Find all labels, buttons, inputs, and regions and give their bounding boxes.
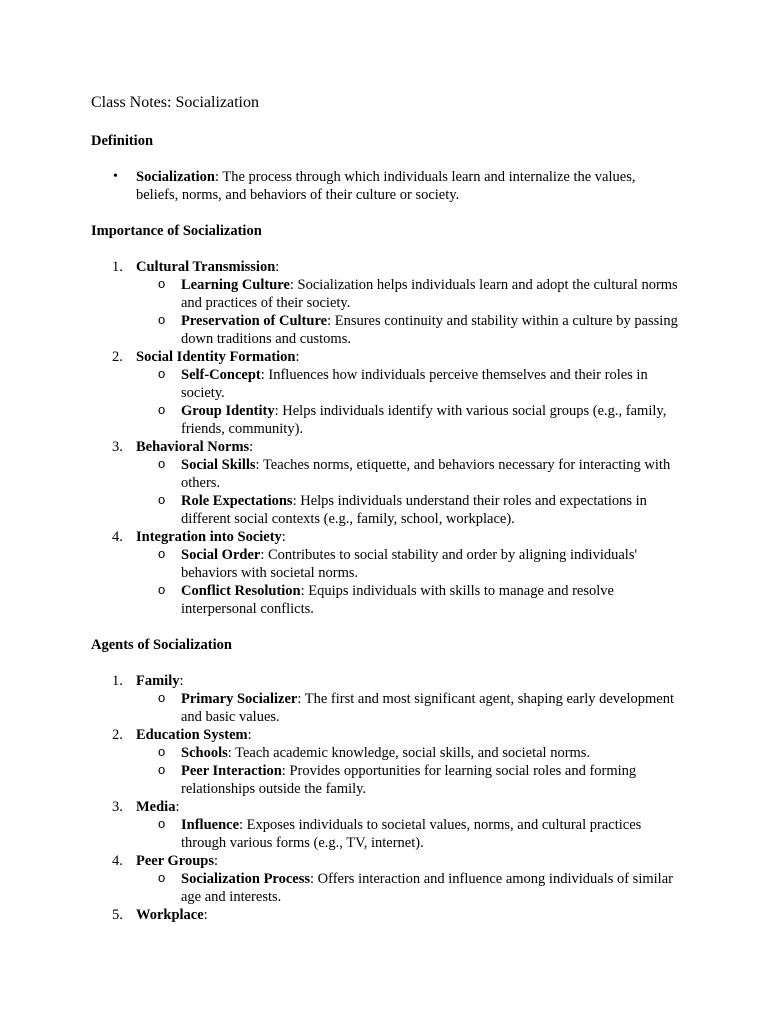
sub-item-text: : Ensures continuity and stability within a culture by passing down traditions and customs. [181,313,678,347]
item-number: 1. [112,673,123,689]
sub-item-text: : Exposes individuals to societal values, norms, and cultural practices through various forms (e.g., TV, internet). [181,817,642,851]
numbered-item [91,672,681,726]
item-term: Behavioral Norms [136,439,250,455]
sub-item-text: : Teaches norms, etiquette, and behaviors necessary for interacting with others. [181,457,671,491]
sub-item [136,690,681,726]
agents-list [91,672,681,924]
sub-item-text: : Equips individuals with skills to manage and resolve interpersonal conflicts. [181,583,614,617]
sub-bullet-marker: o [158,690,166,705]
item-term: Family [136,673,180,689]
sub-item-text: : Contributes to social stability and order by aligning individuals' behaviors with societal norms. [181,547,638,581]
item-number: 3. [112,799,123,815]
sub-item-term: Social Order [181,547,261,563]
sub-bullet-marker: o [158,816,166,831]
item-number: 2. [112,727,123,743]
numbered-item [91,852,681,906]
item-colon: : [281,529,286,545]
numbered-item [91,348,681,438]
sub-item [136,312,681,348]
sub-bullet-marker: o [158,276,166,291]
sub-item-term: Social Skills [181,457,256,473]
numbered-item [91,726,681,798]
definition-term: Socialization [136,169,215,185]
item-number: 5. [112,907,123,923]
item-number: 4. [112,853,123,869]
item-term: Education System [136,727,248,743]
importance-heading: Importance of Socialization [91,223,262,239]
numbered-item [91,258,681,348]
numbered-item [91,438,681,528]
numbered-item [91,906,681,924]
item-term: Peer Groups [136,853,215,869]
sub-item [136,492,681,528]
item-number: 2. [112,349,123,365]
item-colon: : [214,853,219,869]
document-title: Class Notes: Socialization [91,94,259,111]
sub-item [136,366,681,402]
sub-item-term: Role Expectations [181,493,293,509]
sub-item [136,276,681,312]
item-term: Social Identity Formation [136,349,296,365]
sub-item-text: : The first and most significant agent, shaping early development and basic values. [181,691,674,725]
sub-list [136,366,681,438]
numbered-item [91,528,681,618]
sub-item-text: : Helps individuals identify with various social groups (e.g., family, friends, community). [181,403,667,437]
item-term: Media [136,799,176,815]
sub-bullet-marker: o [158,744,166,759]
agents-heading: Agents of Socialization [91,637,232,653]
item-number: 3. [112,439,123,455]
sub-item [136,546,681,582]
item-term: Integration into Society [136,529,282,545]
sub-bullet-marker: o [158,492,166,507]
sub-list [136,276,681,348]
sub-item-text: : Teach academic knowledge, social skills, and societal norms. [227,745,591,761]
sub-item-text: : Provides opportunities for learning social roles and forming relationships outside the family. [181,763,637,797]
sub-item [136,402,681,438]
sub-item [136,762,681,798]
sub-item-term: Learning Culture [181,277,290,293]
item-colon: : [249,439,254,455]
item-colon: : [175,799,180,815]
importance-list [91,258,681,618]
bullet-marker: • [113,169,118,184]
item-colon: : [275,259,280,275]
sub-bullet-marker: o [158,456,166,471]
sub-item-term: Influence [181,817,239,833]
sub-item-term: Conflict Resolution [181,583,301,599]
item-colon: : [295,349,300,365]
item-term: Workplace [136,907,204,923]
sub-item [136,744,681,762]
sub-item-term: Peer Interaction [181,763,282,779]
sub-bullet-marker: o [158,582,166,597]
sub-item [136,456,681,492]
sub-item [136,582,681,618]
sub-bullet-marker: o [158,546,166,561]
numbered-item [91,798,681,852]
sub-bullet-marker: o [158,312,166,327]
definition-item [91,168,681,204]
sub-item-term: Socialization Process [181,871,311,887]
sub-bullet-marker: o [158,870,166,885]
sub-list [136,816,681,852]
sub-item-term: Self-Concept [181,367,261,383]
definition-heading: Definition [91,133,154,149]
sub-item-text: : Offers interaction and influence among individuals of similar age and interests. [181,871,673,905]
sub-list [136,690,681,726]
sub-bullet-marker: o [158,366,166,381]
sub-item-text: : Helps individuals understand their roles and expectations in different social contexts (e.g., family, school, workplace). [181,493,647,527]
sub-item [136,816,681,852]
definition-list [91,168,681,204]
sub-list [136,744,681,798]
sub-list [136,870,681,906]
sub-bullet-marker: o [158,762,166,777]
document-page [91,93,681,942]
item-colon: : [203,907,208,923]
sub-list [136,456,681,528]
item-number: 4. [112,529,123,545]
sub-item-term: Group Identity [181,403,275,419]
sub-bullet-marker: o [158,402,166,417]
item-term: Cultural Transmission [136,259,276,275]
sub-list [136,546,681,618]
item-colon: : [179,673,184,689]
sub-item-text: : Influences how individuals perceive themselves and their roles in society. [181,367,648,401]
sub-item-term: Primary Socializer [181,691,298,707]
item-number: 1. [112,259,123,275]
sub-item-term: Schools [181,745,228,761]
item-colon: : [247,727,252,743]
sub-item-text: : Socialization helps individuals learn and adopt the cultural norms and practices of their society. [181,277,678,311]
sub-item [136,870,681,906]
definition-text: : The process through which individuals learn and internalize the values, beliefs, norms, and behaviors of their culture or society. [136,169,636,203]
sub-item-term: Preservation of Culture [181,313,328,329]
